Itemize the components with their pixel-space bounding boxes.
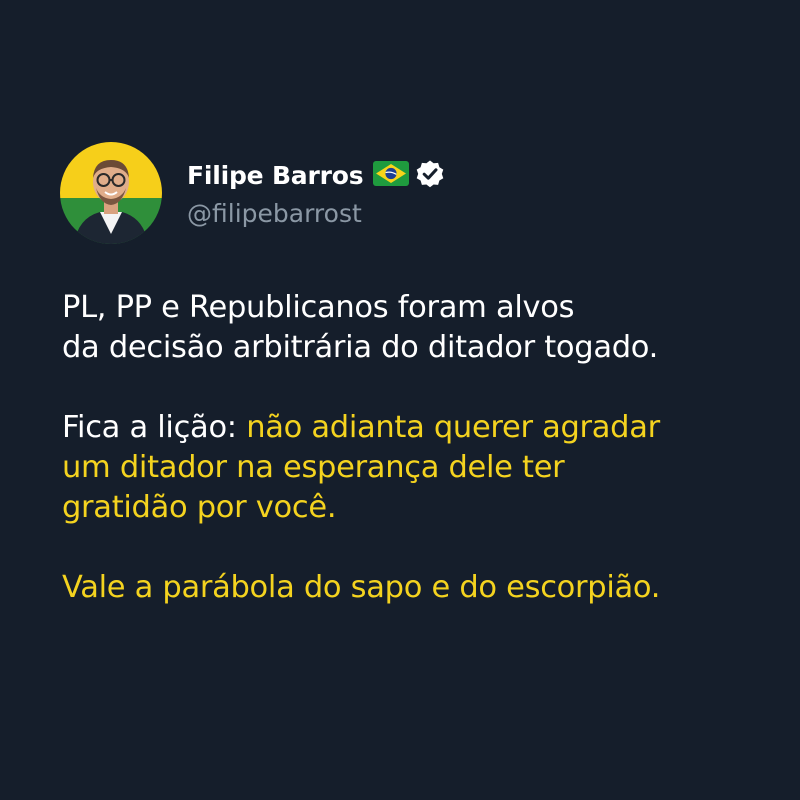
paragraph-spacer: [62, 528, 762, 568]
author-handle[interactable]: @filipebarrost: [187, 198, 362, 228]
tweet-text: [62, 288, 762, 608]
name-row: [187, 159, 445, 193]
brazil-flag-icon: [373, 161, 409, 190]
tweet-highlight-text: não adianta querer agradar: [246, 410, 660, 445]
author-name[interactable]: Filipe Barros: [187, 161, 364, 190]
tweet-line: [62, 408, 762, 448]
author-identity: [187, 159, 445, 228]
tweet-plain-text: Fica a lição:: [62, 410, 247, 445]
verified-badge-icon: [415, 159, 445, 193]
tweet-highlight-line: Vale a parábola do sapo e do escorpião.: [62, 570, 661, 605]
tweet-highlight-line: gratidão por você.: [62, 490, 337, 525]
tweet-highlight-line: um ditador na esperança dele ter: [62, 450, 565, 485]
paragraph-spacer: [62, 368, 762, 408]
tweet-line: PL, PP e Republicanos foram alvos: [62, 290, 575, 325]
avatar[interactable]: [60, 142, 162, 244]
tweet-header: [60, 142, 445, 244]
tweet-line: da decisão arbitrária do ditador togado.: [62, 330, 659, 365]
